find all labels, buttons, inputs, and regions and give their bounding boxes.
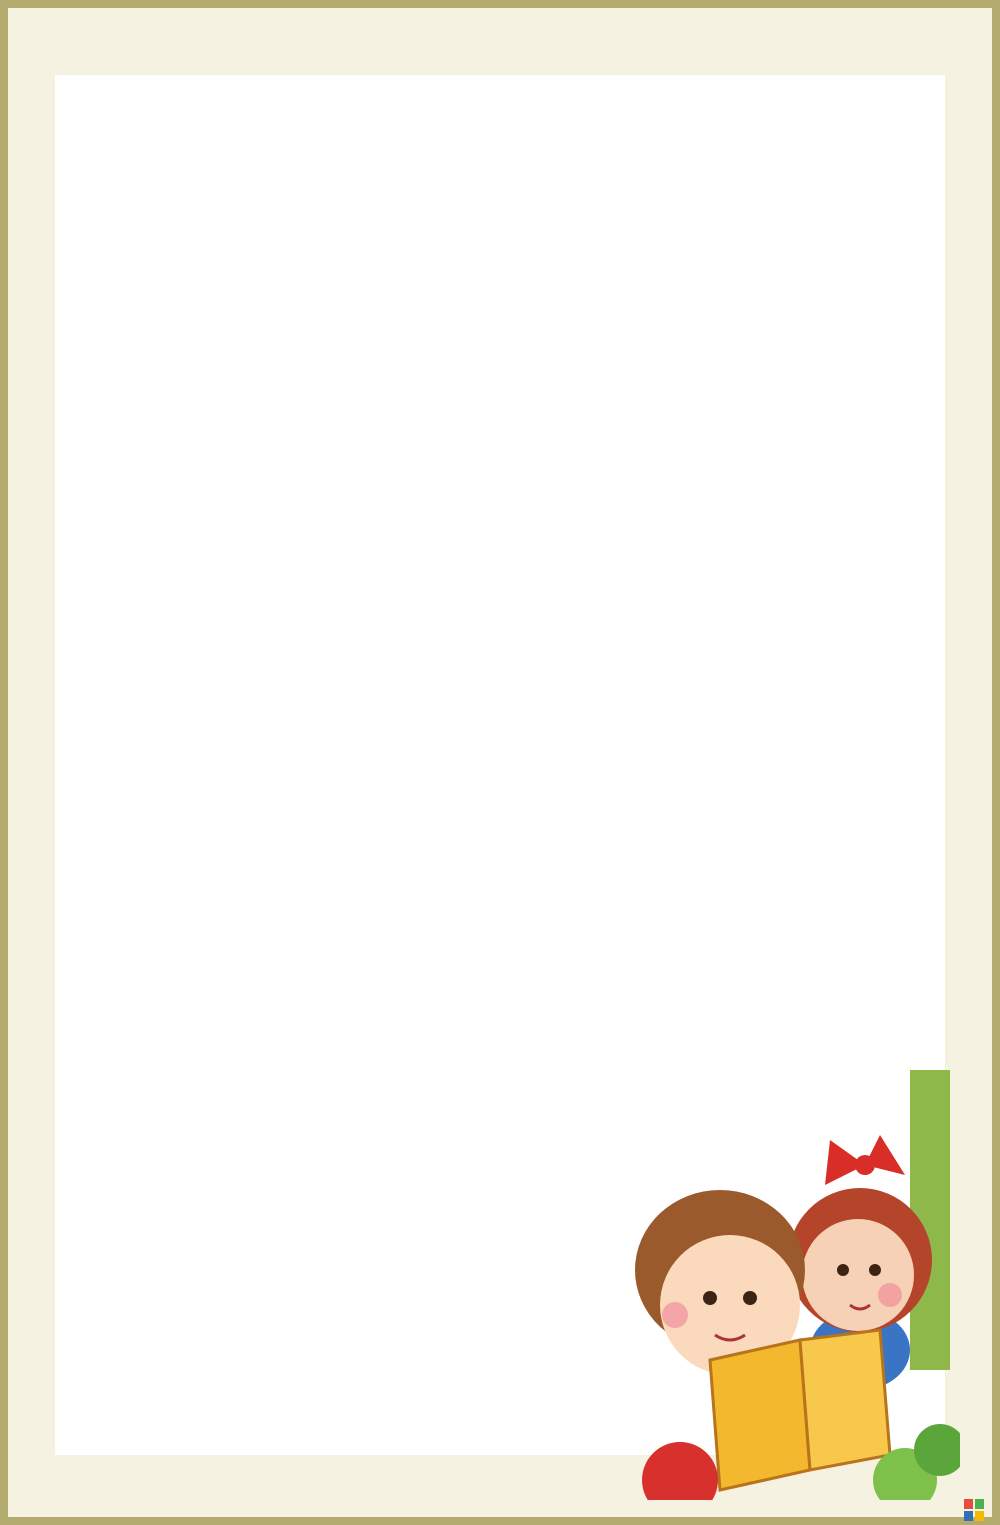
liveworksheets-logo-icon (964, 1499, 984, 1521)
top-bunting (0, 8, 1000, 78)
children-reading-illustration (560, 1070, 960, 1500)
watermark (964, 1499, 990, 1521)
section-heading (110, 150, 116, 190)
left-bunting (8, 0, 58, 1525)
